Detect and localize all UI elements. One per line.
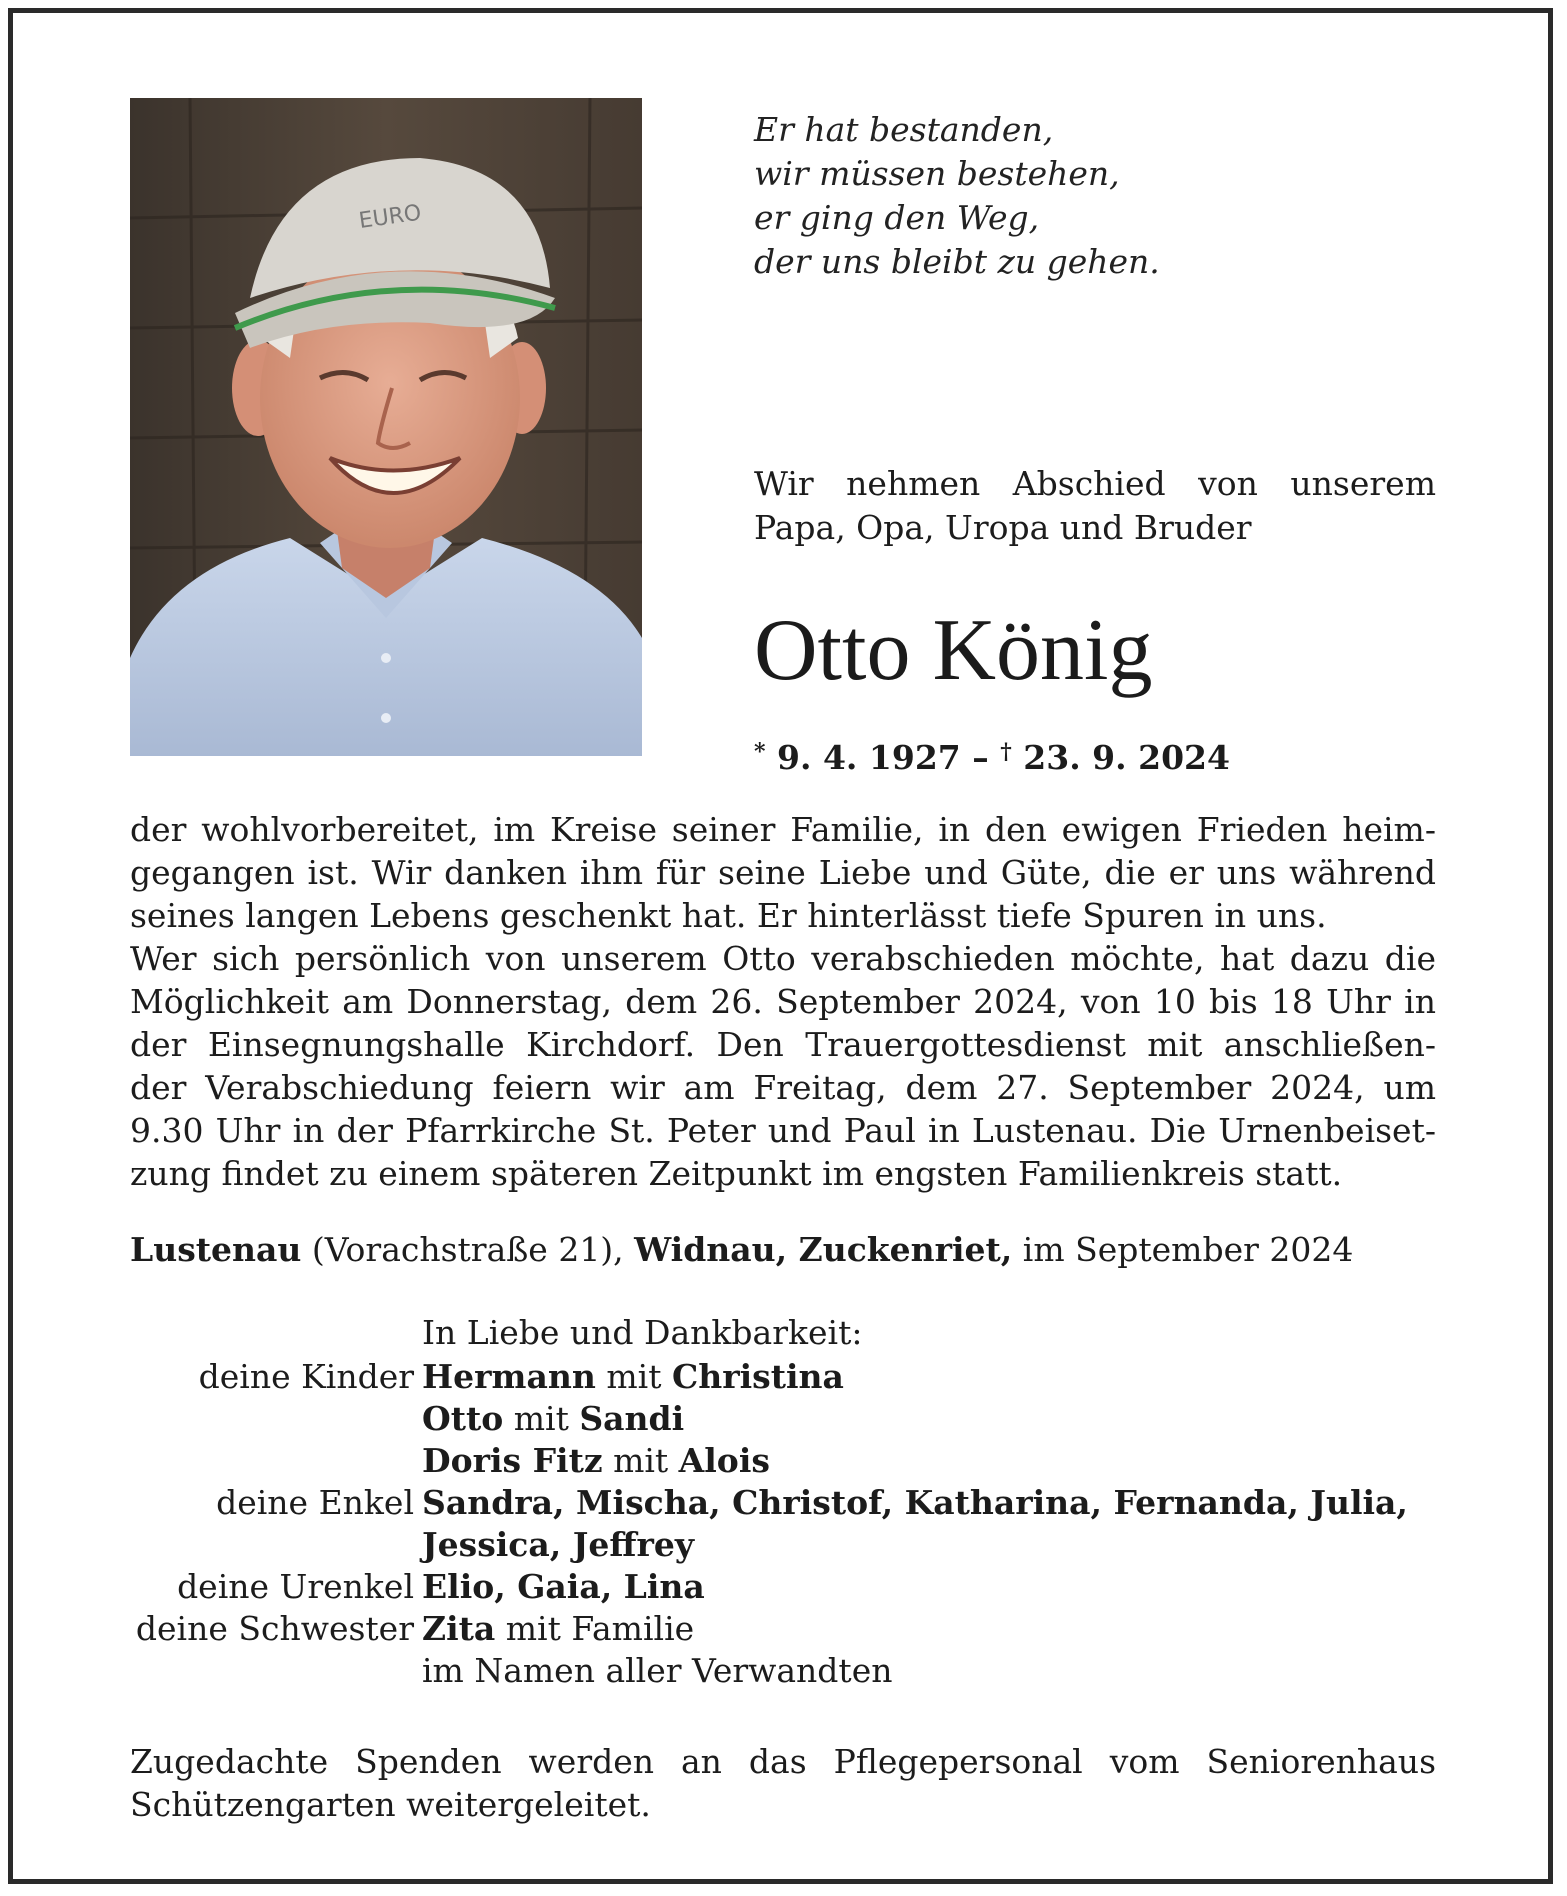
intro-line: Papa, Opa, Uropa und Bruder — [754, 508, 1252, 547]
memorial-quote — [754, 108, 1160, 284]
place-towns-widnau-zuckenriet: Widnau, Zuckenriet, — [634, 1230, 1013, 1269]
portrait-illustration — [130, 98, 642, 756]
farewell-intro — [754, 462, 1436, 550]
closing-line: im Namen aller Verwandten — [422, 1651, 893, 1690]
kinder-entry — [422, 1398, 1436, 1440]
birth-date: 9. 4. 1927 — [777, 738, 961, 777]
schwester-name: Zita — [422, 1609, 496, 1648]
kinder-label: deine Kinder — [198, 1357, 414, 1396]
body-line: Wer sich persönlich von unserem Otto verabschieden möchte, hat dazu die — [130, 939, 1436, 978]
quote-line: er ging den Weg, — [754, 198, 1040, 237]
mit-word: mit — [602, 1441, 679, 1480]
mourners-heading: In Liebe und Dankbarkeit: — [422, 1313, 863, 1352]
body-line: der Einsegnungshalle Kirchdorf. Den Trauergottesdienst mit anschließen- — [130, 1025, 1436, 1064]
quote-line: wir müssen bestehen, — [754, 154, 1120, 193]
intro-line: Wir nehmen Abschied von unserem — [754, 464, 1436, 503]
body-line: gegangen ist. Wir danken ihm für seine Liebe und Güte, die er uns während — [130, 853, 1436, 892]
place-and-date — [130, 1228, 1353, 1272]
body-line: Möglichkeit am Donnerstag, dem 26. September 2024, von 10 bis 18 Uhr in — [130, 982, 1436, 1021]
death-date: 23. 9. 2024 — [1023, 738, 1230, 777]
kinder-partner: Christina — [671, 1357, 844, 1396]
place-town-lustenau: Lustenau — [130, 1230, 302, 1269]
body-line: 9.30 Uhr in der Pfarrkirche St. Peter und Paul in Lustenau. Die Urnenbeiset- — [130, 1111, 1436, 1150]
body-line: der wohlvorbereitet, im Kreise seiner Familie, in den ewigen Frieden heim- — [130, 810, 1436, 849]
enkel-names: Sandra, Mischa, Christof, Katharina, Fernanda, Julia, — [422, 1483, 1408, 1522]
mourners-list — [130, 1312, 1436, 1692]
urenkel-label: deine Urenkel — [177, 1567, 414, 1606]
quote-line: der uns bleibt zu gehen. — [754, 242, 1160, 281]
donation-line: Zugedachte Spenden werden an das Pflegepersonal vom Seniorenhaus — [130, 1742, 1436, 1781]
deceased-name: Otto König — [754, 602, 1153, 699]
kinder-partner: Sandi — [579, 1399, 685, 1438]
body-line: zung findet zu einem späteren Zeitpunkt im engsten Familienkreis statt. — [130, 1154, 1343, 1193]
kinder-name: Doris Fitz — [422, 1441, 603, 1480]
place-address: (Vorachstraße 21), — [301, 1230, 635, 1269]
schwester-suffix: mit Familie — [495, 1609, 695, 1648]
quote-line: Er hat bestanden, — [754, 110, 1054, 149]
cap-logo-text: EURO — [357, 200, 423, 234]
obituary-body — [130, 808, 1436, 1195]
death-symbol: † — [1000, 739, 1012, 765]
kinder-name: Hermann — [422, 1357, 596, 1396]
date-separator: – — [972, 738, 989, 777]
life-dates — [754, 730, 1230, 780]
mit-word: mit — [503, 1399, 580, 1438]
portrait-photo — [130, 98, 642, 756]
mit-word: mit — [595, 1357, 672, 1396]
body-line: seines langen Lebens geschenkt hat. Er hinterlässt tiefe Spuren in uns. — [130, 896, 1327, 935]
kinder-entry — [422, 1356, 1436, 1398]
donation-note — [130, 1740, 1436, 1826]
place-date: im September 2024 — [1012, 1230, 1354, 1269]
enkel-names: Jessica, Jeffrey — [422, 1525, 695, 1564]
donation-line: Schützengarten weitergeleitet. — [130, 1785, 651, 1824]
kinder-entry — [422, 1440, 1436, 1482]
kinder-partner: Alois — [678, 1441, 770, 1480]
body-line: der Verabschiedung feiern wir am Freitag, dem 27. September 2024, um — [130, 1068, 1436, 1107]
urenkel-names: Elio, Gaia, Lina — [422, 1567, 705, 1606]
schwester-label: deine Schwester — [135, 1609, 414, 1648]
birth-symbol: * — [754, 739, 766, 765]
kinder-name: Otto — [422, 1399, 504, 1438]
enkel-label: deine Enkel — [216, 1483, 414, 1522]
